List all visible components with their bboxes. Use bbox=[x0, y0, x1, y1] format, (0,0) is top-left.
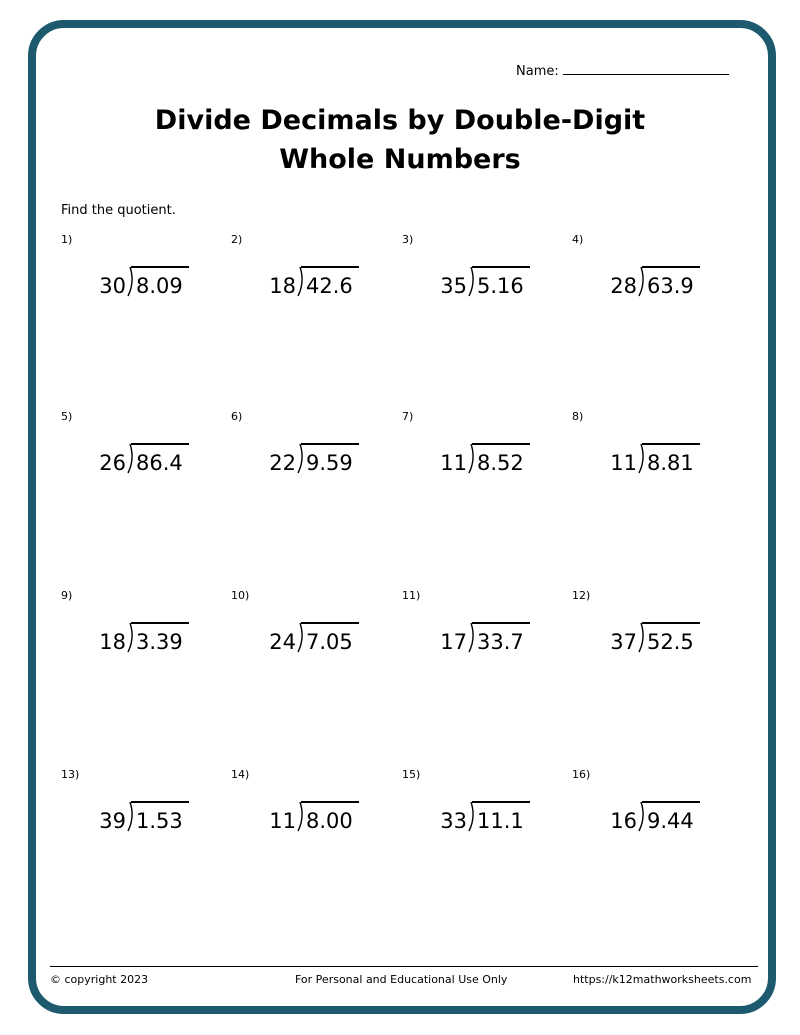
problem-4 bbox=[572, 233, 742, 353]
divisor: 30 bbox=[99, 274, 126, 298]
dividend: 63.9 bbox=[647, 274, 694, 298]
problem-9 bbox=[61, 589, 231, 709]
problem-number: 3) bbox=[402, 233, 414, 246]
footer-usage-note: For Personal and Educational Use Only bbox=[295, 973, 508, 986]
worksheet-title-line-1: Divide Decimals by Double-Digit bbox=[154, 105, 646, 136]
dividend: 3.39 bbox=[136, 630, 183, 654]
problem-number: 4) bbox=[572, 233, 584, 246]
footer-copyright: © copyright 2023 bbox=[50, 973, 149, 986]
problem-13 bbox=[61, 768, 231, 888]
division-bracket-icon bbox=[637, 444, 647, 474]
division-bracket-icon bbox=[467, 267, 477, 297]
division-bracket-icon bbox=[637, 802, 647, 832]
problem-number: 10) bbox=[231, 589, 250, 602]
division-bar bbox=[642, 443, 700, 445]
problem-number: 13) bbox=[61, 768, 80, 781]
dividend: 8.81 bbox=[647, 451, 694, 475]
problem-number: 12) bbox=[572, 589, 591, 602]
footer-divider bbox=[50, 966, 758, 967]
divisor: 22 bbox=[269, 451, 296, 475]
divisor: 18 bbox=[99, 630, 126, 654]
division-bracket-icon bbox=[296, 267, 306, 297]
problem-number: 1) bbox=[61, 233, 73, 246]
problem-16 bbox=[572, 768, 742, 888]
problem-number: 14) bbox=[231, 768, 250, 781]
divisor: 17 bbox=[440, 630, 467, 654]
division-bracket-icon bbox=[126, 802, 136, 832]
problem-2 bbox=[231, 233, 401, 353]
dividend: 33.7 bbox=[477, 630, 524, 654]
divisor: 11 bbox=[610, 451, 637, 475]
name-label: Name: bbox=[516, 64, 559, 79]
division-bracket-icon bbox=[467, 802, 477, 832]
dividend: 5.16 bbox=[477, 274, 524, 298]
name-field bbox=[516, 62, 729, 79]
division-bracket-icon bbox=[126, 623, 136, 653]
division-bar bbox=[472, 801, 530, 803]
division-bracket-icon bbox=[467, 444, 477, 474]
dividend: 8.00 bbox=[306, 809, 353, 833]
division-bar bbox=[131, 801, 189, 803]
divisor: 37 bbox=[610, 630, 637, 654]
dividend: 8.09 bbox=[136, 274, 183, 298]
name-blank-line bbox=[563, 62, 729, 75]
dividend: 42.6 bbox=[306, 274, 353, 298]
problem-number: 7) bbox=[402, 410, 414, 423]
worksheet-title-line-2: Whole Numbers bbox=[279, 144, 521, 175]
dividend: 9.59 bbox=[306, 451, 353, 475]
division-bar bbox=[131, 266, 189, 268]
problem-number: 9) bbox=[61, 589, 73, 602]
problem-3 bbox=[402, 233, 572, 353]
division-bar bbox=[301, 266, 359, 268]
problem-number: 8) bbox=[572, 410, 584, 423]
division-bracket-icon bbox=[296, 444, 306, 474]
problem-1 bbox=[61, 233, 231, 353]
divisor: 35 bbox=[440, 274, 467, 298]
problem-number: 11) bbox=[402, 589, 421, 602]
problem-number: 16) bbox=[572, 768, 591, 781]
dividend: 86.4 bbox=[136, 451, 183, 475]
division-bar bbox=[301, 801, 359, 803]
dividend: 7.05 bbox=[306, 630, 353, 654]
division-bracket-icon bbox=[637, 267, 647, 297]
division-bracket-icon bbox=[126, 444, 136, 474]
dividend: 9.44 bbox=[647, 809, 694, 833]
divisor: 24 bbox=[269, 630, 296, 654]
problem-number: 15) bbox=[402, 768, 421, 781]
divisor: 39 bbox=[99, 809, 126, 833]
divisor: 28 bbox=[610, 274, 637, 298]
division-bar bbox=[301, 443, 359, 445]
problem-11 bbox=[402, 589, 572, 709]
footer-website: https://k12mathworksheets.com bbox=[573, 973, 752, 986]
division-bar bbox=[472, 443, 530, 445]
problem-7 bbox=[402, 410, 572, 530]
problem-8 bbox=[572, 410, 742, 530]
divisor: 16 bbox=[610, 809, 637, 833]
divisor: 18 bbox=[269, 274, 296, 298]
division-bar bbox=[642, 801, 700, 803]
problem-10 bbox=[231, 589, 401, 709]
division-bar bbox=[642, 622, 700, 624]
divisor: 33 bbox=[440, 809, 467, 833]
division-bracket-icon bbox=[126, 267, 136, 297]
dividend: 1.53 bbox=[136, 809, 183, 833]
division-bar bbox=[301, 622, 359, 624]
problem-15 bbox=[402, 768, 572, 888]
divisor: 11 bbox=[269, 809, 296, 833]
divisor: 11 bbox=[440, 451, 467, 475]
division-bracket-icon bbox=[296, 802, 306, 832]
division-bar bbox=[472, 266, 530, 268]
dividend: 52.5 bbox=[647, 630, 694, 654]
problem-number: 6) bbox=[231, 410, 243, 423]
problem-14 bbox=[231, 768, 401, 888]
instructions: Find the quotient. bbox=[61, 203, 176, 218]
division-bar bbox=[131, 622, 189, 624]
division-bar bbox=[642, 266, 700, 268]
division-bar bbox=[131, 443, 189, 445]
problem-number: 5) bbox=[61, 410, 73, 423]
problem-12 bbox=[572, 589, 742, 709]
problem-5 bbox=[61, 410, 231, 530]
dividend: 11.1 bbox=[477, 809, 524, 833]
problem-number: 2) bbox=[231, 233, 243, 246]
division-bar bbox=[472, 622, 530, 624]
division-bracket-icon bbox=[296, 623, 306, 653]
dividend: 8.52 bbox=[477, 451, 524, 475]
division-bracket-icon bbox=[467, 623, 477, 653]
problem-6 bbox=[231, 410, 401, 530]
division-bracket-icon bbox=[637, 623, 647, 653]
divisor: 26 bbox=[99, 451, 126, 475]
